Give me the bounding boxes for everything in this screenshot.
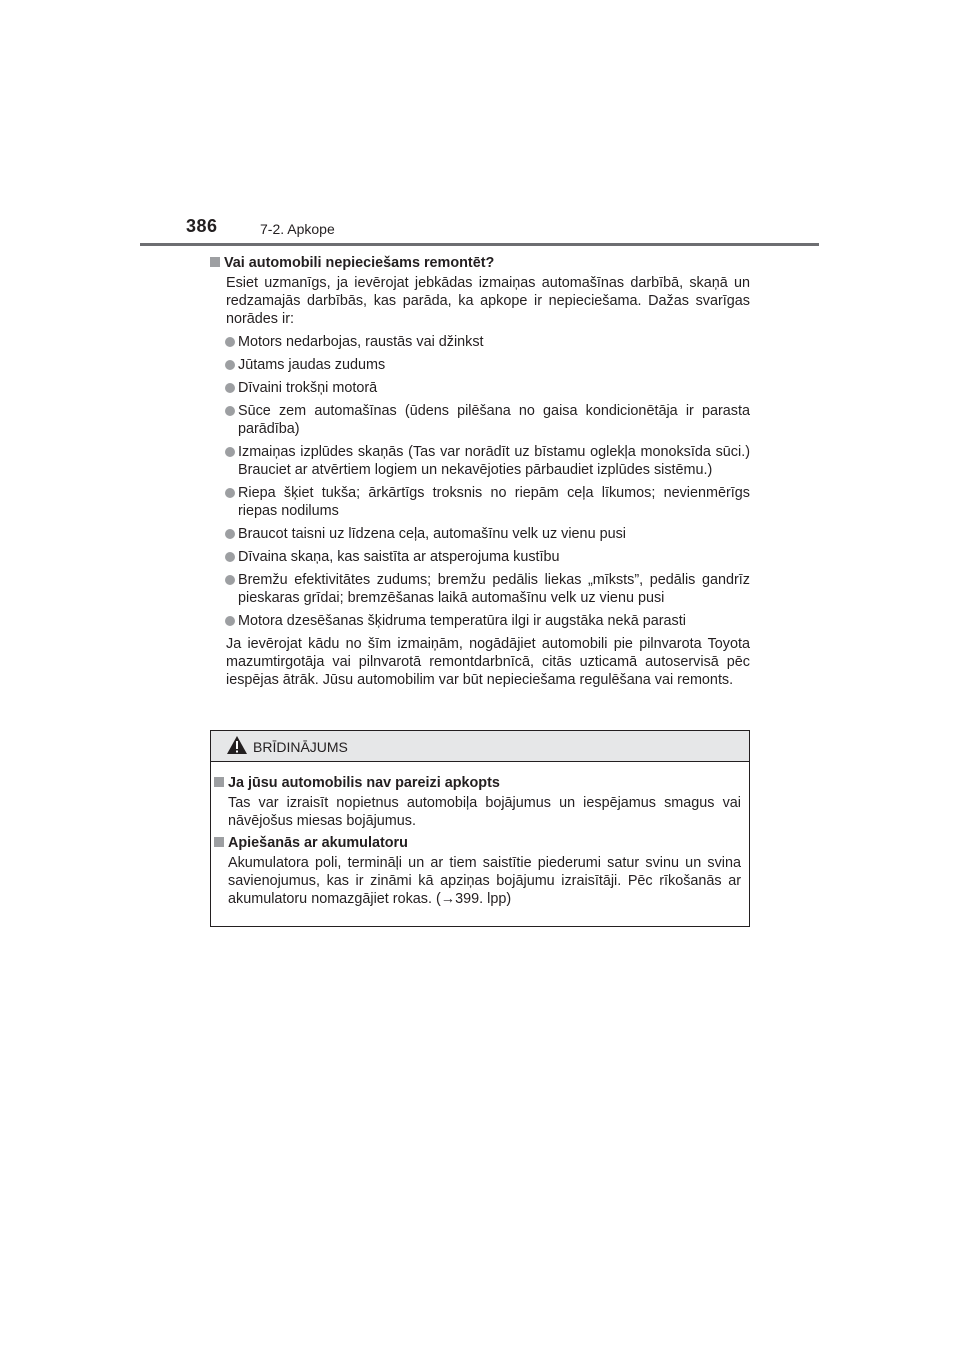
round-bullet-icon — [225, 337, 235, 347]
list-item: Jūtams jaudas zudums — [210, 356, 750, 374]
round-bullet-icon — [225, 552, 235, 562]
list-item: Izmaiņas izplūdes skaņās (Tas var norādīt uz bīstamu oglekļa monoksīda sūci.) Brauciet ar atvērtiem logiem un nekavējoties pārbaudiet izplūdes sistēmu.) — [210, 443, 750, 479]
round-bullet-icon — [225, 529, 235, 539]
warning-box — [210, 730, 750, 927]
intro-paragraph: Esiet uzmanīgs, ja ievērojat jebkādas izmaiņas automašīnas darbībā, skaņā un redzamajās darbībās, kas parāda, ka apkope ir nepieciešama. Dažas svarīgas norādes ir: — [226, 275, 750, 327]
warning-title: BRĪDINĀJUMS — [253, 739, 348, 755]
square-bullet-icon — [214, 777, 224, 787]
list-item: Bremžu efektivitātes zudums; bremžu pedālis liekas „mīksts”, pedālis gandrīz pieskaras grīdai; bremzēšanas laikā automašīnu velk uz vienu pusi — [210, 571, 750, 607]
list-item: Sūce zem automašīnas (ūdens pilēšana no gaisa kondicionētāja ir parasta parādība) — [210, 402, 750, 438]
round-bullet-icon — [225, 406, 235, 416]
list-item: Riepa šķiet tukša; ārkārtīgs troksnis no riepām ceļa līkumos; nevienmērīgs riepas nodilums — [210, 484, 750, 520]
square-bullet-icon — [214, 837, 224, 847]
round-bullet-icon — [225, 616, 235, 626]
round-bullet-icon — [225, 575, 235, 585]
square-bullet-icon — [210, 257, 220, 267]
section-heading-text: Vai automobili nepieciešams remontēt? — [224, 255, 495, 271]
list-item: Motora dzesēšanas šķidruma temperatūra ilgi ir augstāka nekā parasti — [210, 612, 750, 630]
header-rule — [140, 243, 819, 246]
list-item: Motors nedarbojas, raustās vai džinkst — [210, 333, 750, 351]
symptom-list — [210, 333, 750, 630]
warning-header — [211, 731, 749, 762]
warning-body — [211, 762, 749, 908]
warning-item-text: Tas var izraisīt nopietnus automobiļa bojājumus un iespējamus smagus vai nāvējošus miesas bojājumus. — [228, 795, 741, 829]
section-heading — [210, 254, 750, 272]
round-bullet-icon — [225, 360, 235, 370]
main-content — [210, 254, 750, 689]
list-item: Dīvaina skaņa, kas saistīta ar atsperojuma kustību — [210, 548, 750, 566]
round-bullet-icon — [225, 447, 235, 457]
list-item: Braucot taisni uz līdzena ceļa, automašīnu velk uz vienu pusi — [210, 525, 750, 543]
warning-item-text: Akumulatora poli, termināļi un ar tiem saistītie piederumi satur svinu un svina savienojumus, kas ir zināmi kā apziņas bojājumu izraisītāji. Pēc rīkošanās ar akumulatoru nomazgājiet rokas. (→399. lpp) — [228, 855, 741, 907]
round-bullet-icon — [225, 488, 235, 498]
warning-triangle-icon — [226, 735, 248, 755]
round-bullet-icon — [225, 383, 235, 393]
section-label: 7-2. Apkope — [260, 221, 335, 237]
closing-paragraph: Ja ievērojat kādu no šīm izmaiņām, nogādājiet automobili pie pilnvarota Toyota mazumtirgotāja vai pilnvarotā remontdarbnīcā, citās uzticamā autoservisā pēc iespējas ātrāk. Jūsu automobilim var būt nepieciešama regulēšana vai remonts. — [226, 636, 750, 688]
page-number: 386 — [186, 216, 218, 236]
warning-item-heading: Ja jūsu automobilis nav pareizi apkopts — [214, 774, 741, 792]
warning-item-heading: Apiešanās ar akumulatoru — [214, 834, 741, 852]
list-item: Dīvaini trokšņi motorā — [210, 379, 750, 397]
